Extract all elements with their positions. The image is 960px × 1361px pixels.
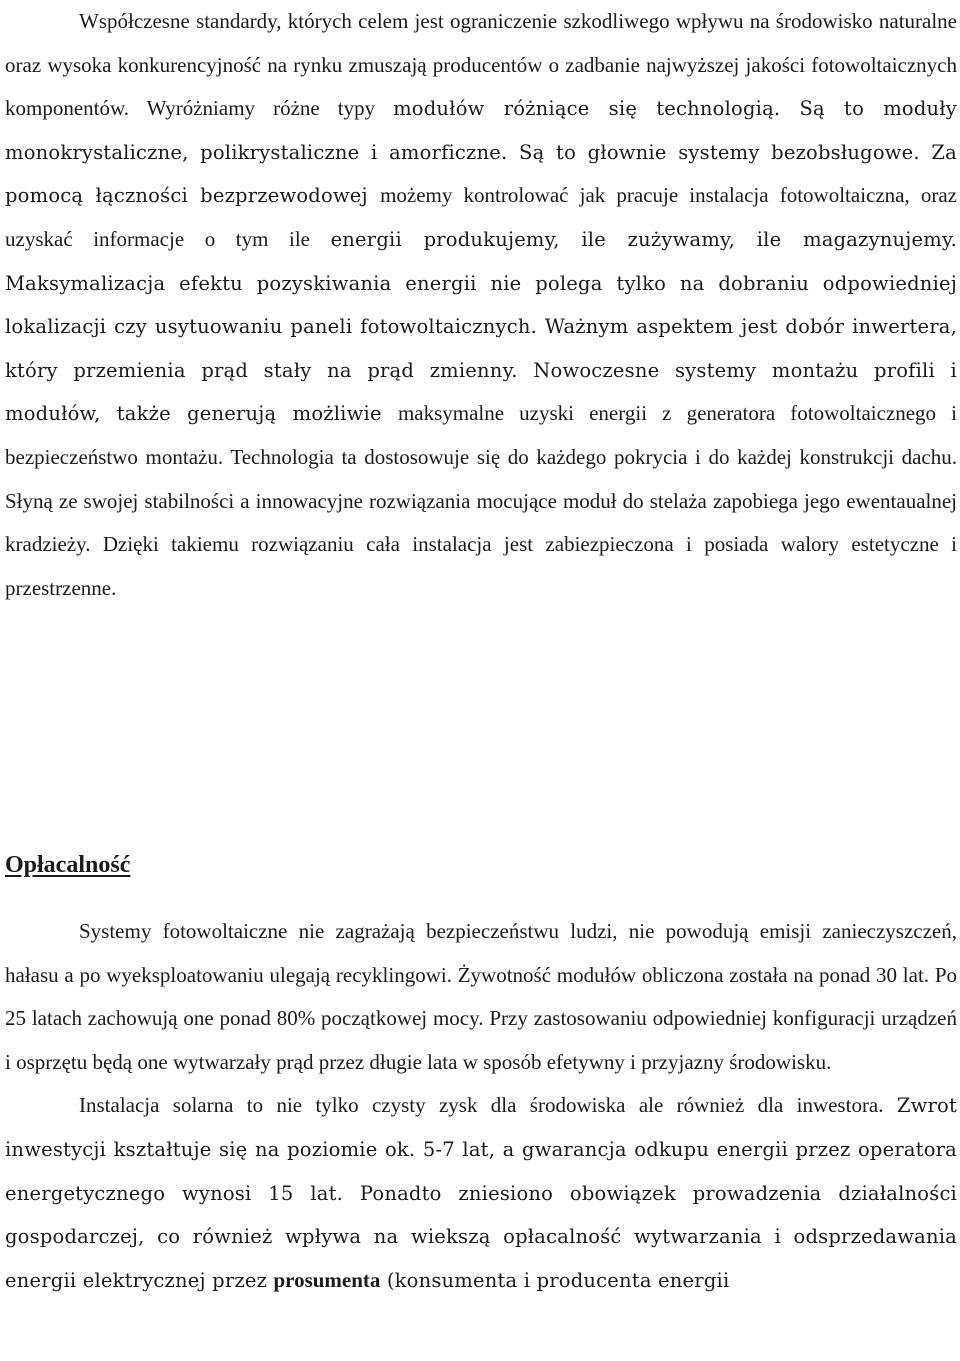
- document-page: [5, 0, 958, 1292]
- profitability-paragraph-2: [5, 1084, 957, 1302]
- intro-run-2: modułów różniące się technologią. Są to moduły monokrystaliczne, polikrystaliczne i amorficzne. Są to głownie systemy bezobsługowe. Za pomocą łączności bezprzewodowej: [5, 97, 957, 208]
- intro-run-4: energii produkujemy, ile zużywamy, ile magazynujemy. Maksymalizacja efektu pozyskiwania energii nie polega tylko na dobraniu odpowiedniej lokalizacji czy usytuowaniu paneli fotowoltaicznych. Ważnym aspektem jest dobór inwertera, który przemienia prąd stały na prąd zmienny. Nowoczesne systemy montażu profili i modułów, także generują możliwie: [5, 227, 958, 426]
- prosument-term: prosumenta: [273, 1267, 381, 1292]
- profitability-section: [5, 910, 957, 1302]
- profitability-paragraph-1: Systemy fotowoltaiczne nie zagrażają bezpieczeństwu ludzi, nie powodują emisji zanieczyszczeń, hałasu a po wyeksploatowaniu ulegają recyklingowi. Żywotność modułów obliczona została na ponad 30 lat. Po 25 latach zachowują one ponad 80% początkowej mocy. Przy zastosowaniu odpowiedniej konfiguracji urządzeń i osprzętu będą one wytwarzały prąd przez długie lata w sposób efetywny i przyjazny środowisku.: [5, 919, 957, 1074]
- intro-run-3: możemy kontrolować jak pracuje instalacja fotowoltaiczna, oraz uzyskać informacje o tym ile: [5, 183, 958, 251]
- para-2-sentence-2: Zwrot inwestycji kształtuje się na poziomie ok. 5-7 lat, a gwarancja odkupu energii przez operatora energetycznego wynosi 15 lat. Ponadto zniesiono obowiązek prowadzenia działalności gospodarczej, co również wpływa na wiekszą opłacalność wytwarzania i odsprzedawania energii elektrycznej przez: [5, 1094, 957, 1292]
- intro-run-1: Współczesne standardy, których celem jest ograniczenie szkodliwego wpływu na środowisko naturalne oraz wysoka konkurencyjność na rynku zmuszają producentów o zadbanie najwyższej jakości fotowoltaicznych komponentów. Wyróżniamy różne typy: [5, 9, 957, 121]
- section-heading: Opłacalność: [5, 852, 131, 878]
- intro-run-5: maksymalne uzyski energii z generatora fotowoltaicznego i bezpieczeństwo montażu. Technologia ta dostosowuje się do każdego pokrycia i do każdej konstrukcji dachu. Słyną ze swojej stabilności a innowacyjne rozwiązania mocujące moduł do stelaża zapobiega jego ewentaualnej kradzieży. Dzięki takiemu rozwiązaniu cała instalacja jest zabiezpieczona i posiada walory estetyczne i przestrzenne.: [5, 401, 957, 600]
- para-2-sentence-1: Instalacja solarna to nie tylko czysty zysk dla środowiska ale również dla inwestora.: [79, 1093, 897, 1118]
- intro-paragraph: [5, 0, 957, 610]
- para-2-tail: (konsumenta i producenta energii: [380, 1268, 730, 1292]
